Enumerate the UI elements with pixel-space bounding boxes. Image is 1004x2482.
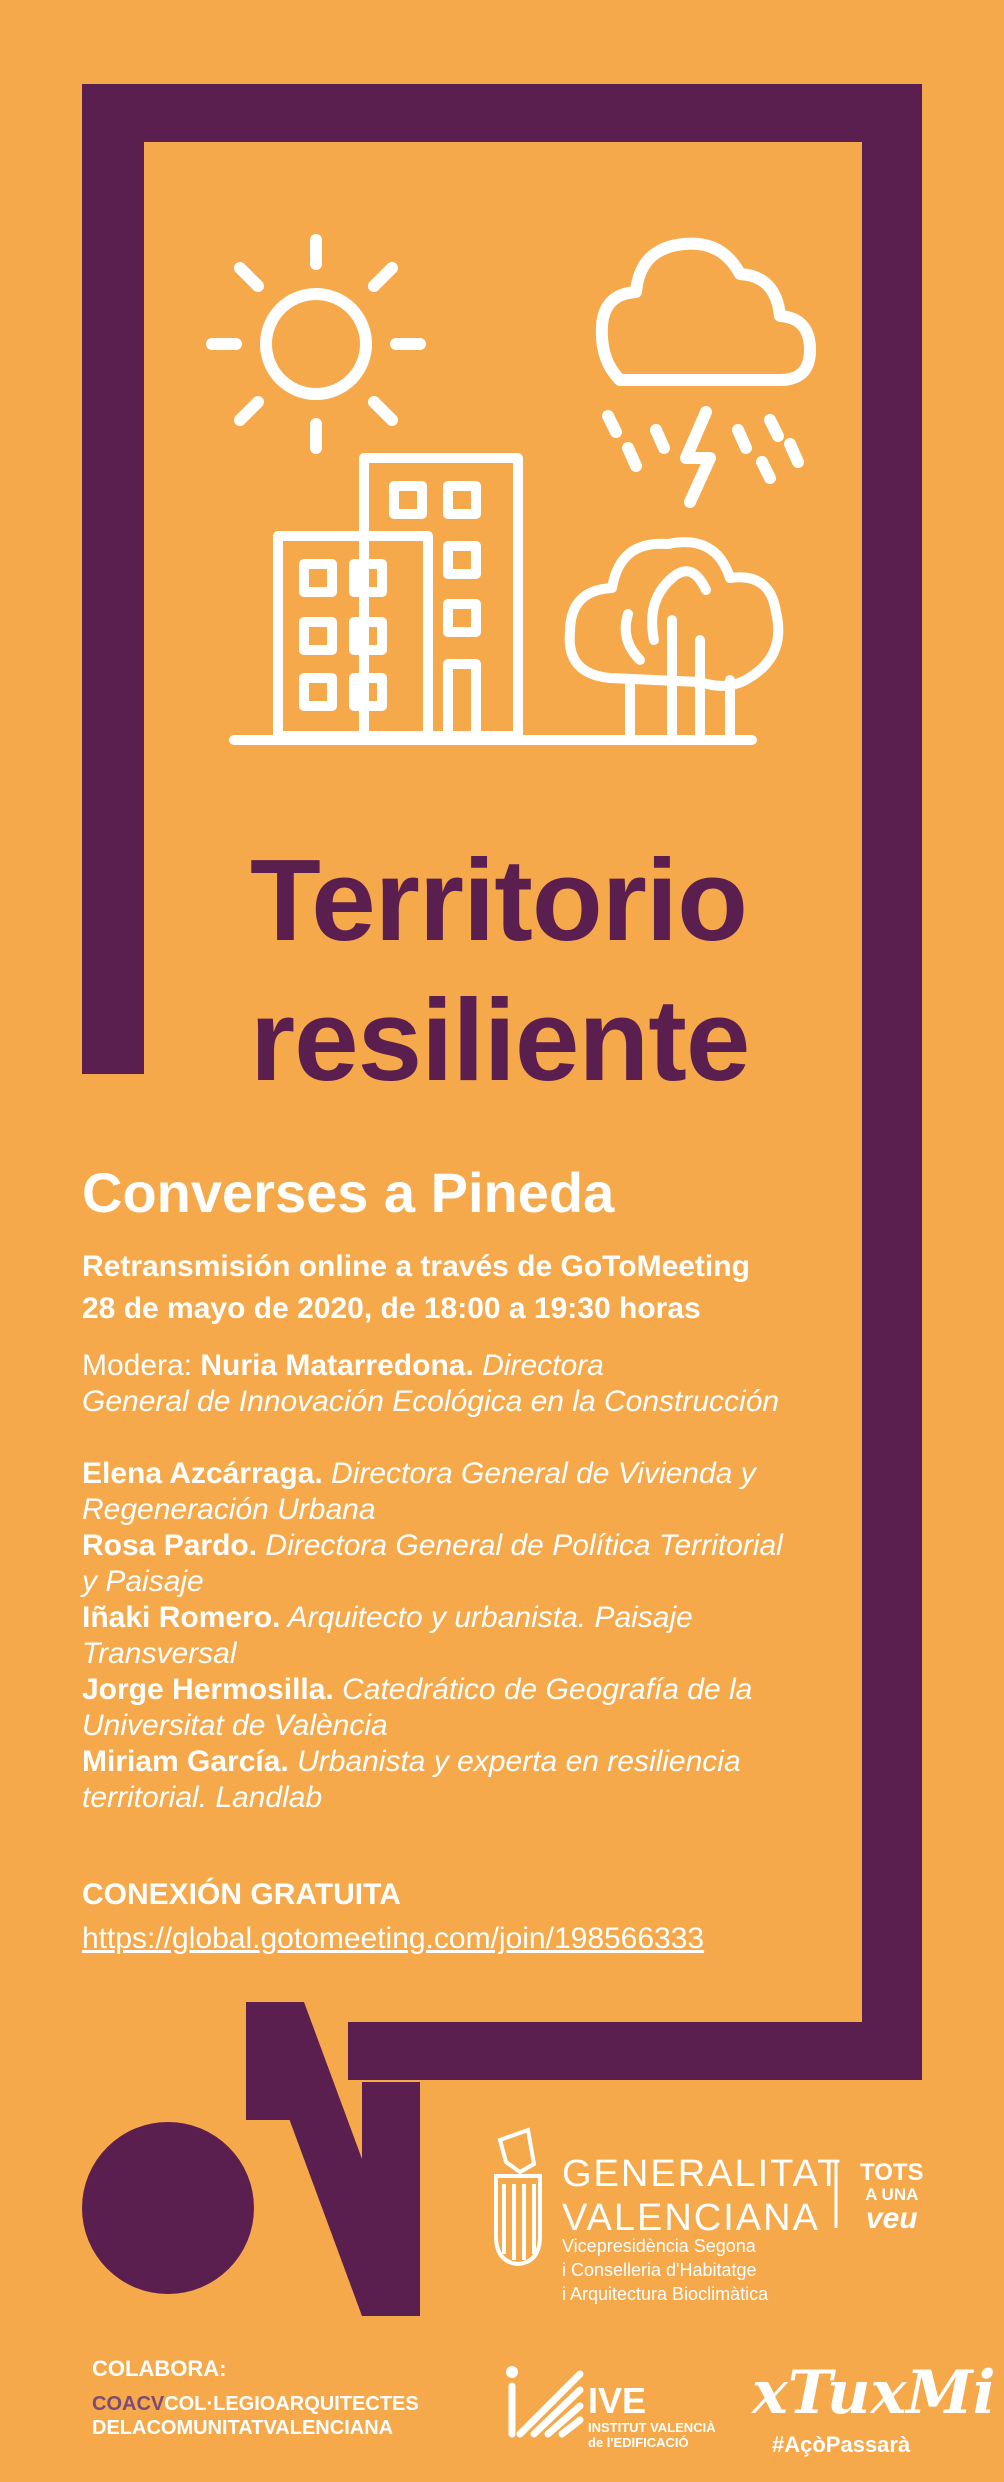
event-subtitle: Converses a Pineda [82,1161,615,1224]
ive-subtitle [588,2420,716,2450]
tots-a-una-veu-logo [860,2160,924,2234]
speaker-desc: Catedrático de Geografía de la [333,1673,753,1706]
moderator-desc1: Directora [473,1349,604,1382]
connection-label: CONEXIÓN GRATUITA [82,1878,401,1911]
speaker-desc-cont: Regeneración Urbana [82,1493,376,1526]
speaker-item [82,1744,862,1816]
speaker-name: Miriam García. [82,1745,289,1778]
speaker-item [82,1528,862,1600]
speaker-desc-cont: y Paisaje [82,1565,204,1598]
gva-department [562,2234,768,2306]
hashtag: #AçòPassarà [772,2432,911,2457]
page-title [250,830,970,1110]
coacv-logo [92,2392,419,2440]
gva-shield-icon [496,2130,540,2264]
speaker-desc-cont: territorial. Landlab [82,1781,323,1814]
speaker-item [82,1456,862,1528]
speaker-name: Rosa Pardo. [82,1529,258,1562]
colabora-label: COLABORA: [92,2356,227,2381]
speaker-desc: Directora General de Política Territorial [257,1529,783,1562]
sun-icon [212,240,420,448]
ive-logo-icon [512,2374,580,2434]
tots-line2: A UNA [865,2185,919,2204]
trees-icon [570,542,779,740]
o-logo-circle [82,2122,254,2294]
gva-department-line3: i Arquitectura Bioclimàtica [562,2284,769,2304]
ive-name: IVE [588,2380,647,2421]
coacv-abbr: COACV [92,2393,165,2415]
ive-sub-line1: INSTITUT VALENCIÀ [588,2420,716,2435]
n-logo-leg [362,2082,420,2316]
moderator-block [82,1348,862,1420]
speaker-desc-cont: Universitat de València [82,1709,388,1742]
speaker-name: Elena Azcárraga. [82,1457,323,1490]
tots-line3: veu [865,2202,918,2235]
gva-name [562,2152,842,2240]
gva-name-line2: VALENCIANA [562,2197,820,2239]
gva-name-line1: GENERALITAT [562,2153,843,2195]
moderator-desc2: General de Innovación Ecológica en la Construcción [82,1385,780,1418]
speaker-name: Jorge Hermosilla. [82,1673,334,1706]
moderator-prefix: Modera: [82,1349,201,1382]
ive-sub-line2: de l'EDIFICACIÓ [588,2435,689,2450]
title-line2: resiliente [250,975,750,1105]
xtuxmi-logo: xTuxMi [752,2358,996,2428]
speaker-desc: Urbanista y experta en resiliencia [288,1745,741,1778]
speaker-name: Iñaki Romero. [82,1601,281,1634]
meeting-link[interactable]: https://global.gotomeeting.com/join/198566333 [82,1922,705,1955]
broadcast-line2: 28 de mayo de 2020, de 18:00 a 19:30 horas [82,1292,701,1325]
tots-line1: TOTS [860,2159,924,2186]
moderator-name: Nuria Matarredona. [200,1349,474,1382]
title-line1: Territorio [250,835,747,965]
speaker-desc: Directora General de Vivienda y [322,1457,756,1490]
broadcast-line1: Retransmisión online a través de GoToMeeting [82,1250,750,1283]
coacv-line2: DELACOMUNITATVALENCIANA [92,2417,394,2439]
speaker-desc-cont: Transversal [82,1637,237,1670]
speaker-desc: Arquitecto y urbanista. Paisaje [280,1601,693,1634]
speaker-item [82,1600,862,1672]
buildings-icon [278,458,518,736]
coacv-line1: COL·LEGIOARQUITECTES [164,2393,419,2415]
storm-cloud-icon [602,244,810,502]
gva-department-line2: i Conselleria d'Habitatge [562,2260,757,2280]
gva-department-line1: Vicepresidència Segona [562,2236,756,2256]
speaker-item [82,1672,862,1744]
speakers-list [82,1456,862,1816]
